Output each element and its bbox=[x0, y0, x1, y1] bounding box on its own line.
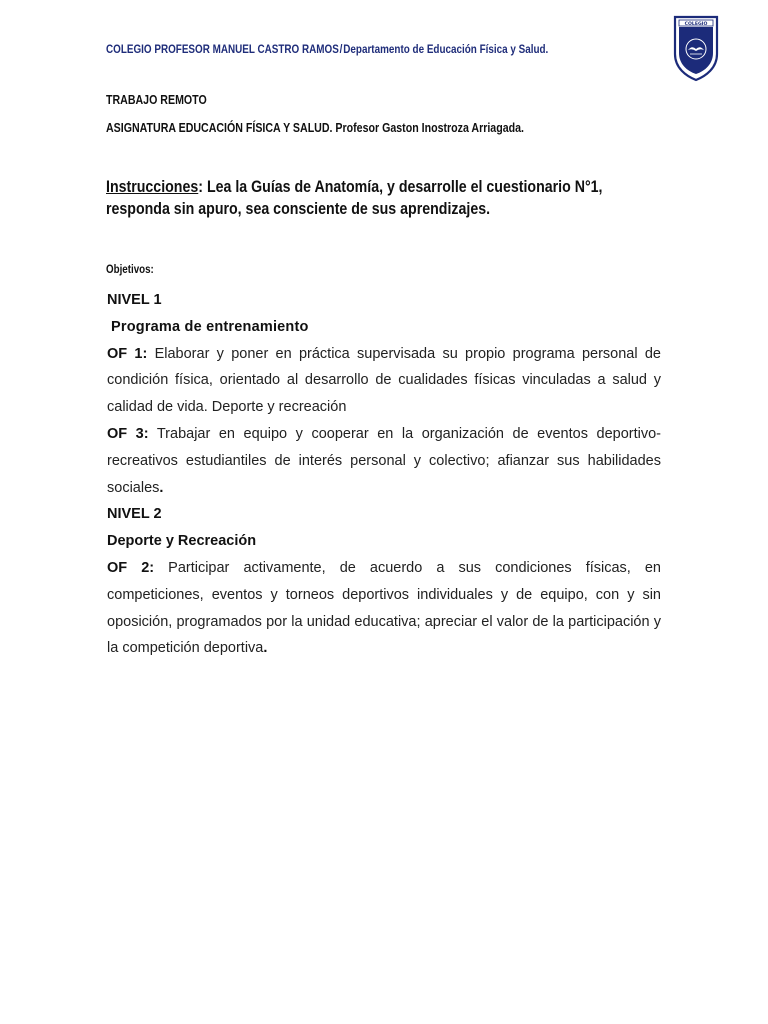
objective-of2 bbox=[107, 555, 661, 662]
of1-text: Elaborar y poner en práctica supervisada su propio programa personal de condición física, orientado al desarrollo de cualidades físicas vinculadas a salud y calidad de vida. Deporte y recreación bbox=[107, 345, 661, 416]
of3-label: OF 3: bbox=[107, 425, 149, 442]
of1-label: OF 1: bbox=[107, 345, 148, 362]
objectives-label: Objetivos: bbox=[106, 264, 154, 276]
crest-label: COLEGIO bbox=[684, 21, 708, 27]
level-2-title: NIVEL 2 bbox=[107, 506, 162, 523]
objectives-content bbox=[107, 287, 661, 662]
instructions bbox=[106, 176, 656, 220]
instructions-text: : Lea la Guías de Anatomía, y desarrolle el cuestionario N°1, responda sin apuro, sea consciente de sus aprendizajes. bbox=[106, 178, 603, 218]
subject-line: ASIGNATURA EDUCACIÓN FÍSICA Y SALUD. Profesor Gaston Inostroza Arriagada. bbox=[106, 121, 524, 135]
level-2-subtitle: Deporte y Recreación bbox=[107, 533, 257, 550]
of2-end: . bbox=[263, 640, 268, 657]
of3-text: Trabajar en equipo y cooperar en la organización de eventos deportivo-recreativos estudiantiles de interés personal y colectivo; afianzar sus habilidades sociales bbox=[107, 425, 661, 496]
level-1-subtitle: Programa de entrenamiento bbox=[111, 318, 309, 335]
objective-of3 bbox=[107, 421, 661, 501]
of3-end: . bbox=[159, 479, 164, 496]
school-crest-logo bbox=[672, 14, 720, 82]
of2-text: Participar activamente, de acuerdo a sus condiciones físicas, en competiciones, eventos y torneos deportivos individuales y de equipo, con y sin oposición, programados por la unidad educativa; apreciar el valor de la participación y la competición deportiva bbox=[107, 559, 661, 657]
department-name: Departamento de Educación Física y Salud. bbox=[343, 44, 549, 56]
level-1-title: NIVEL 1 bbox=[107, 292, 162, 308]
school-name: COLEGIO PROFESOR MANUEL CASTRO RAMOS bbox=[106, 44, 339, 56]
objective-of1 bbox=[107, 341, 661, 421]
instructions-label: Instrucciones bbox=[106, 178, 199, 196]
letterhead bbox=[106, 44, 548, 56]
header-separator: / bbox=[339, 44, 343, 56]
work-type: TRABAJO REMOTO bbox=[106, 93, 207, 107]
of2-label: OF 2: bbox=[107, 559, 155, 576]
